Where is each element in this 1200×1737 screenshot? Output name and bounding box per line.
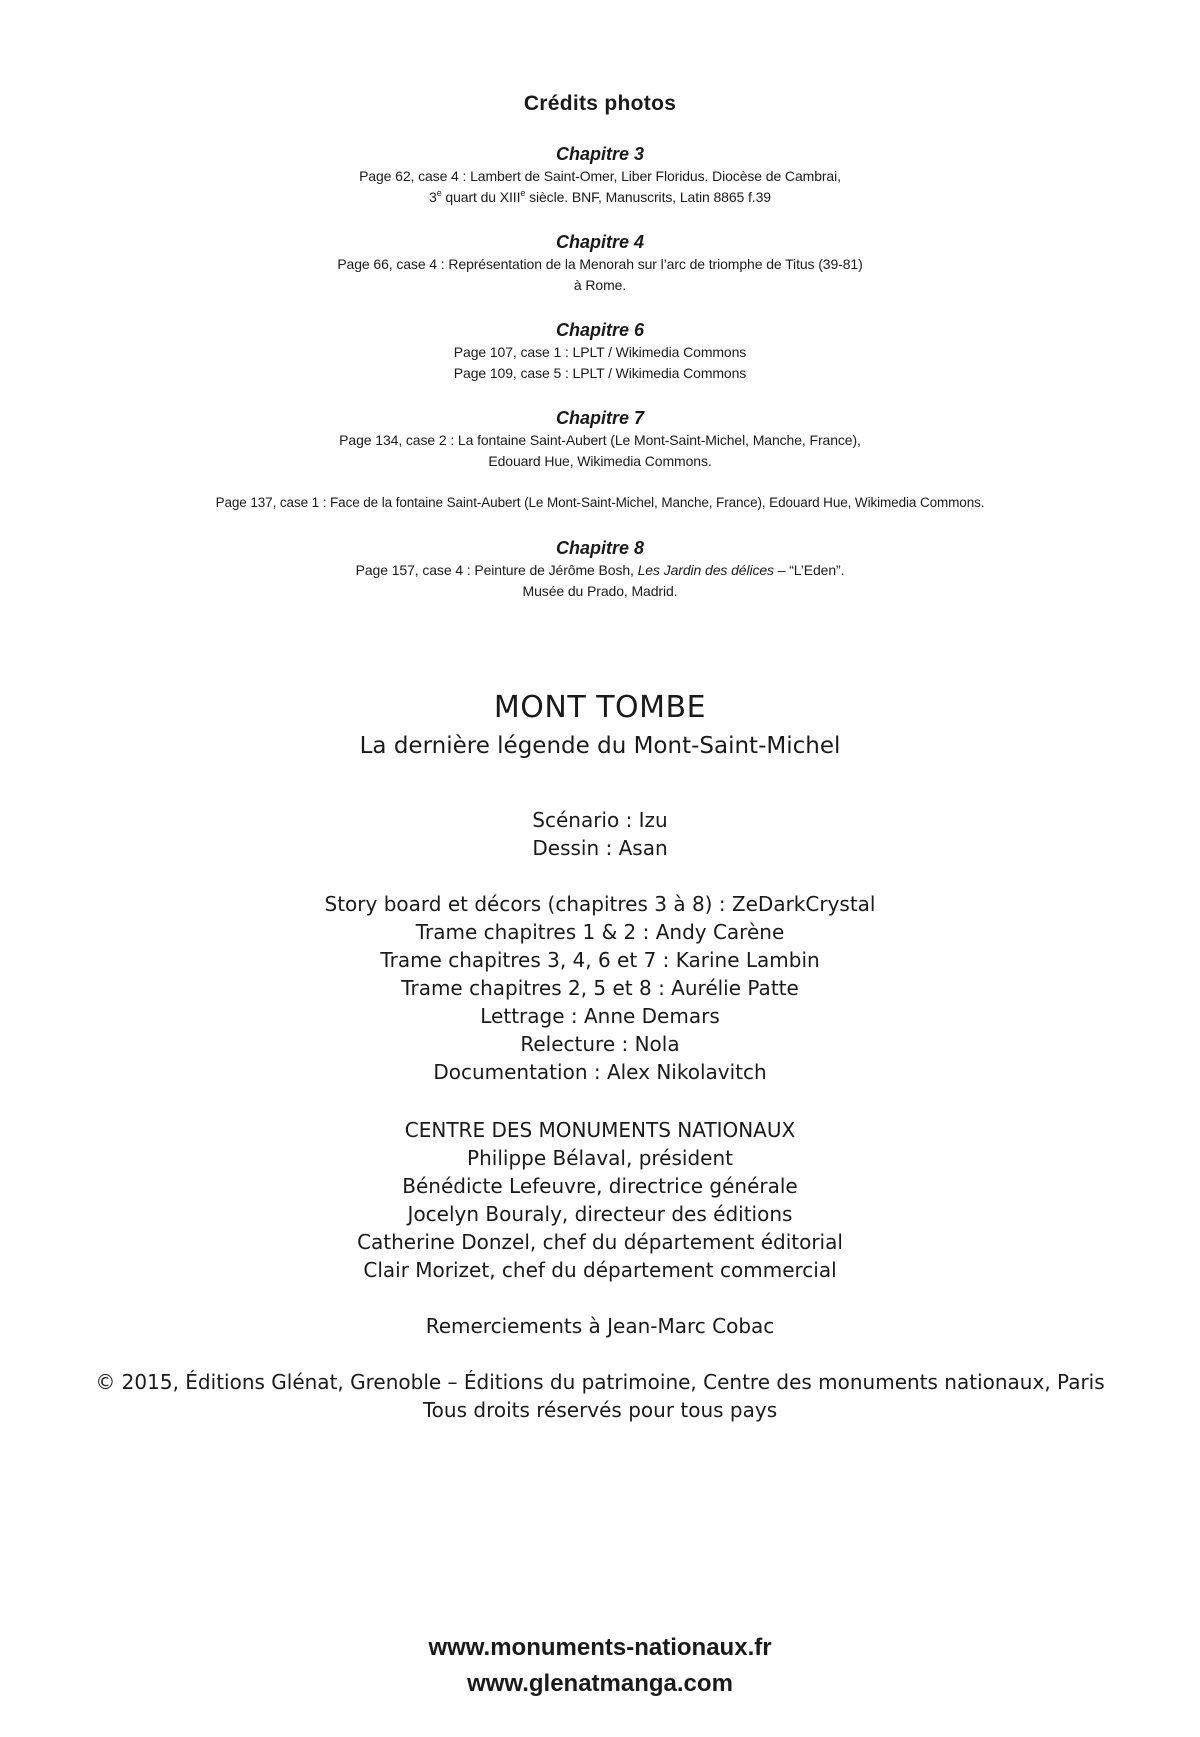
chapter-7-line-2: Edouard Hue, Wikimedia Commons.: [488, 453, 712, 469]
staff-block: [0, 890, 1200, 1086]
chapter-4-credits: [0, 230, 1200, 296]
staff-line: Trame chapitres 1 & 2 : Andy Carène: [415, 920, 785, 944]
cmn-block: [0, 1116, 1200, 1284]
staff-line: Lettrage : Anne Demars: [480, 1004, 720, 1028]
chapter-4-line-2: à Rome.: [573, 277, 627, 293]
chapter-6-credits: [0, 318, 1200, 384]
cmn-line: Catherine Donzel, chef du département éditorial: [357, 1230, 843, 1254]
author-line: Dessin : Asan: [532, 836, 668, 860]
chapter-8-line-2: Musée du Prado, Madrid.: [522, 583, 678, 599]
chapter-7-credits: [0, 406, 1200, 513]
staff-line: Relecture : Nola: [520, 1032, 680, 1056]
chapter-6-title: Chapitre 6: [555, 320, 645, 340]
chapter-8-line-1: Page 157, case 4 : Peinture de Jérôme Bosh, Les Jardin des délices – “L’Eden”.: [355, 562, 845, 578]
copyright-block: [0, 1368, 1200, 1424]
copyright-line: © 2015, Éditions Glénat, Grenoble – Éditions du patrimoine, Centre des monuments nationaux, Paris: [95, 1370, 1105, 1394]
cmn-line: Bénédicte Lefeuvre, directrice générale: [402, 1174, 798, 1198]
chapter-3-credits: [0, 142, 1200, 208]
chapter-6-line-2: Page 109, case 5 : LPLT / Wikimedia Commons: [453, 365, 747, 381]
chapter-8-credits: [0, 536, 1200, 602]
book-title: MONT TOMBE: [493, 690, 707, 725]
staff-line: Story board et décors (chapitres 3 à 8) : ZeDarkCrystal: [324, 892, 876, 916]
chapter-4-title: Chapitre 4: [555, 232, 645, 252]
chapter-4-line-1: Page 66, case 4 : Représentation de la Menorah sur l’arc de triomphe de Titus (39-81): [337, 256, 863, 272]
chapter-6-line-1: Page 107, case 1 : LPLT / Wikimedia Commons: [453, 344, 747, 360]
cmn-line: Jocelyn Bouraly, directeur des éditions: [407, 1202, 793, 1226]
chapter-7-line-1: Page 134, case 2 : La fontaine Saint-Aubert (Le Mont-Saint-Michel, Manche, France),: [339, 432, 861, 448]
book-subtitle: La dernière légende du Mont-Saint-Michel: [359, 733, 841, 759]
authors-block: [0, 806, 1200, 862]
cmn-line: Clair Morizet, chef du département commercial: [363, 1258, 837, 1282]
chapter-8-title: Chapitre 8: [555, 538, 645, 558]
chapter-7-title: Chapitre 7: [555, 408, 645, 428]
author-line: Scénario : Izu: [532, 808, 668, 832]
cmn-heading: CENTRE DES MONUMENTS NATIONAUX: [404, 1118, 796, 1142]
chapter-3-title: Chapitre 3: [555, 144, 645, 164]
staff-line: Trame chapitres 2, 5 et 8 : Aurélie Patte: [401, 976, 799, 1000]
rights-line: Tous droits réservés pour tous pays: [422, 1398, 778, 1422]
urls-block: [0, 1630, 1200, 1702]
staff-line: Documentation : Alex Nikolavitch: [433, 1060, 767, 1084]
thanks-line: Remerciements à Jean-Marc Cobac: [425, 1314, 775, 1338]
chapter-7-line-3: Page 137, case 1 : Face de la fontaine Saint-Aubert (Le Mont-Saint-Michel, Manche, France), Edouard Hue, Wikimedia Commons.: [215, 495, 985, 510]
staff-line: Trame chapitres 3, 4, 6 et 7 : Karine Lambin: [380, 948, 820, 972]
credits-heading: Crédits photos: [523, 92, 677, 115]
monuments-url-link[interactable]: www.monuments-nationaux.fr: [428, 1634, 772, 1661]
cmn-line: Philippe Bélaval, président: [467, 1146, 733, 1170]
chapter-3-line-2: 3e quart du XIIIe siècle. BNF, Manuscrits, Latin 8865 f.39: [429, 188, 771, 205]
glenat-url-link[interactable]: www.glenatmanga.com: [467, 1670, 733, 1697]
chapter-3-line-1: Page 62, case 4 : Lambert de Saint-Omer, Liber Floridus. Diocèse de Cambrai,: [359, 168, 841, 184]
